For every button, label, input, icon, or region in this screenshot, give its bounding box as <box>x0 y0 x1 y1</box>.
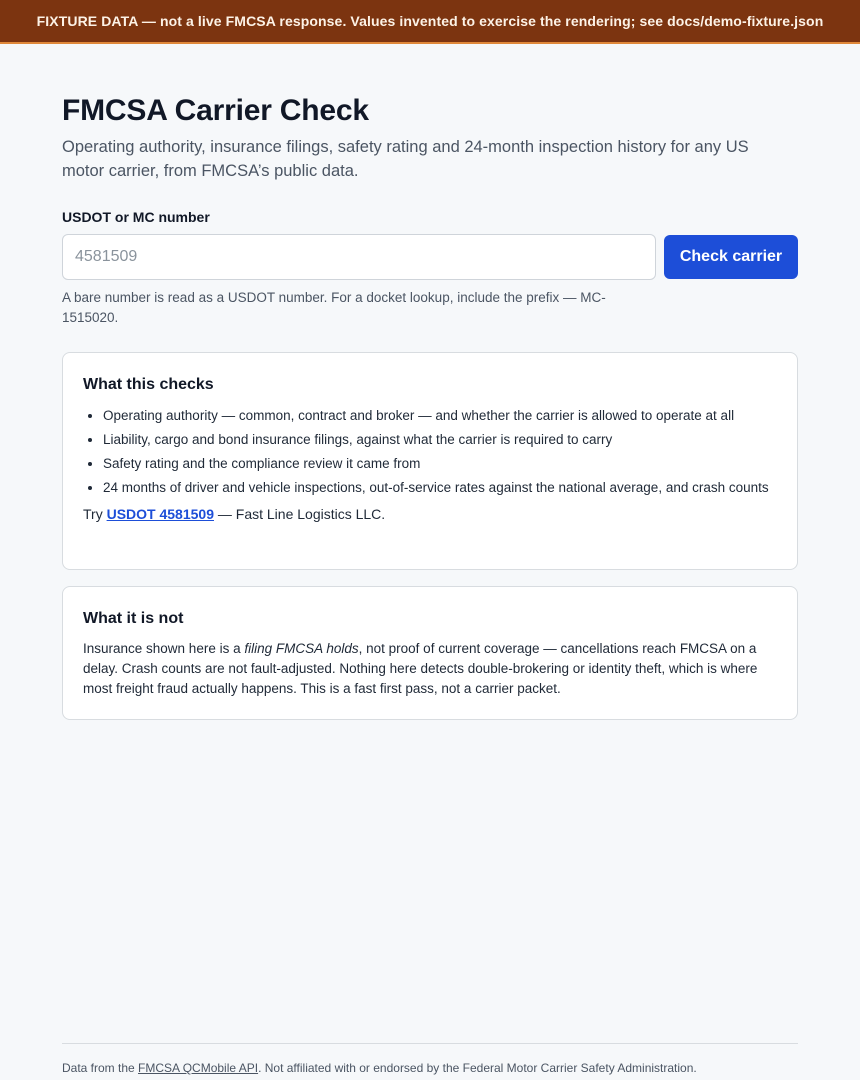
search-row <box>62 234 798 280</box>
page-subtitle: Operating authority, insurance filings, safety rating and 24-month inspection history for any US motor carrier, from FMCSA’s public data. <box>62 138 749 180</box>
example-usdot-link[interactable]: USDOT 4581509 <box>106 506 214 522</box>
not-text-before: Insurance shown here is a <box>83 641 245 656</box>
qcmobile-api-link[interactable]: FMCSA QCMobile API <box>138 1061 259 1075</box>
fixture-banner <box>0 0 860 44</box>
not-text-emphasis: filing FMCSA holds <box>244 641 359 656</box>
footer-prefix: Data from the <box>62 1061 139 1075</box>
input-hint: A bare number is read as a USDOT number. For a docket lookup, include the prefix — MC-1515020. <box>62 290 606 325</box>
list-item: • 24 months of driver and vehicle inspections, out-of-service rates against the national average, and crash counts <box>103 478 777 498</box>
page-footer <box>62 1043 798 1075</box>
main-content <box>62 44 798 720</box>
list-item: • Liability, cargo and bond insurance filings, against what the carrier is required to carry <box>103 430 777 450</box>
try-suffix: — Fast Line Logistics LLC. <box>214 506 386 522</box>
checks-list <box>83 406 777 498</box>
try-prefix: Try <box>83 506 107 522</box>
try-example <box>83 506 777 522</box>
fixture-banner-text: FIXTURE DATA — not a live FMCSA response. Values invented to exercise the rendering; see docs/demo-fixture.json <box>36 13 824 29</box>
carrier-number-label: USDOT or MC number <box>62 209 210 225</box>
page-title: FMCSA Carrier Check <box>62 94 369 127</box>
not-text-after: , not proof of current coverage — cancellations reach FMCSA on a delay. Crash counts are not fault-adjusted. Nothing here detects double-brokering or identity theft, which is where most freight fraud actually happens. This is a fast first pass, not a carrier packet. <box>83 641 758 696</box>
what-it-is-not-title: What it is not <box>83 610 184 627</box>
what-this-checks-title: What this checks <box>83 376 214 393</box>
footer-suffix: . Not affiliated with or endorsed by the Federal Motor Carrier Safety Administration. <box>258 1061 697 1075</box>
what-it-is-not-card <box>62 586 798 720</box>
what-it-is-not-text <box>83 639 777 699</box>
what-this-checks-card <box>62 352 798 570</box>
list-item: • Safety rating and the compliance review it came from <box>103 454 777 474</box>
check-carrier-button[interactable]: Check carrier <box>664 235 798 279</box>
carrier-number-input[interactable] <box>62 234 656 280</box>
list-item: • Operating authority — common, contract and broker — and whether the carrier is allowed to operate at all <box>103 406 777 426</box>
